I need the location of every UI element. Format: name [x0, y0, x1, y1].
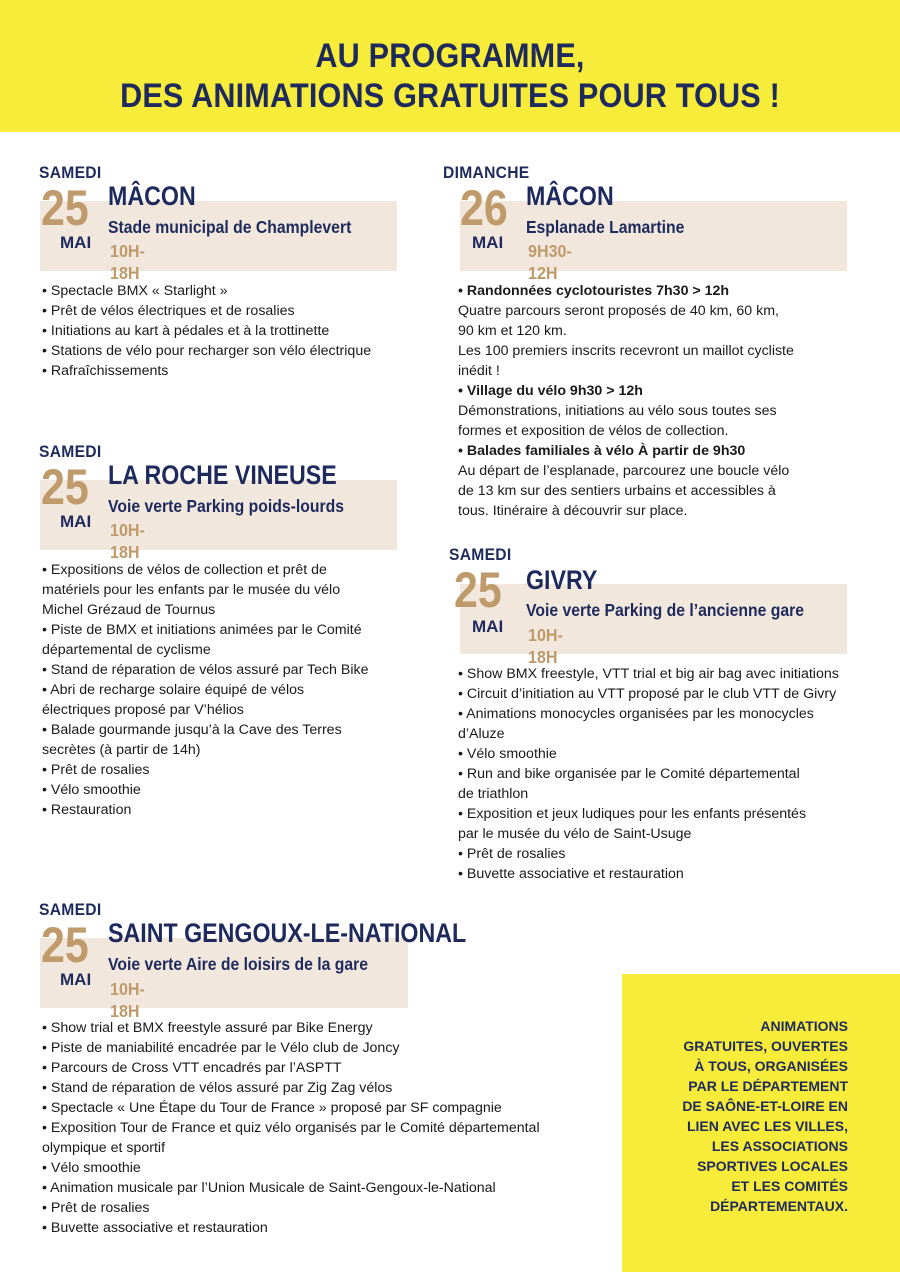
- list-item: matériels pour les enfants par le musée du vélo: [42, 582, 341, 598]
- event-month: MAI: [472, 617, 504, 636]
- event-day: SAMEDI: [39, 442, 102, 461]
- list-item: • Stand de réparation de vélos assuré par Zig Zag vélos: [42, 1080, 393, 1096]
- event-activity-list: [42, 560, 422, 820]
- notice-line: GRATUITES, OUVERTES: [683, 1038, 848, 1054]
- list-item: • Spectacle BMX « Starlight »: [42, 283, 228, 299]
- list-item: inédit !: [458, 363, 500, 379]
- header-title-line2: DES ANIMATIONS GRATUITES POUR TOUS !: [120, 77, 780, 115]
- list-item: olympique et sportif: [42, 1140, 166, 1156]
- event-activity-list: [42, 1018, 617, 1238]
- event-activity-list: [42, 281, 412, 381]
- list-item: par le musée du vélo de Saint-Usuge: [458, 826, 692, 842]
- list-item: • Buvette associative et restauration: [458, 866, 684, 882]
- list-item: • Randonnées cyclotouristes 7h30 > 12h: [458, 283, 730, 299]
- list-item: • Prêt de vélos électriques et de rosalies: [42, 303, 295, 319]
- event-city: LA ROCHE VINEUSE: [108, 460, 337, 490]
- list-item: tous. Itinéraire à découvrir sur place.: [458, 503, 688, 519]
- list-item: • Stand de réparation de vélos assuré par Tech Bike: [42, 662, 369, 678]
- event-place: Voie verte Parking de l’ancienne gare: [526, 600, 805, 620]
- list-item: Quatre parcours seront proposés de 40 km, 60 km,: [458, 303, 779, 319]
- list-item: • Prêt de rosalies: [458, 846, 566, 862]
- event-city: MÂCON: [108, 181, 196, 211]
- list-item: • Animations monocycles organisées par les monocycles: [458, 706, 814, 722]
- list-item: • Piste de BMX et initiations animées par le Comité: [42, 622, 362, 638]
- list-item: Les 100 premiers inscrits recevront un maillot cycliste: [458, 343, 794, 359]
- notice-line: ET LES COMITÉS: [731, 1178, 848, 1194]
- notice-line: LIEN AVEC LES VILLES,: [686, 1118, 848, 1134]
- event-activity-list: [458, 281, 858, 521]
- list-item: • Animation musicale par l’Union Musicale de Saint-Gengoux-le-National: [42, 1180, 496, 1196]
- list-item: • Initiations au kart à pédales et à la trottinette: [42, 323, 330, 339]
- event-activity-list: [458, 664, 898, 884]
- header-title-line1: AU PROGRAMME,: [315, 37, 585, 75]
- event-city: GIVRY: [526, 565, 598, 595]
- event-day: SAMEDI: [39, 163, 102, 182]
- list-item: • Show trial et BMX freestyle assuré par Bike Energy: [42, 1020, 373, 1036]
- list-item: • Rafraîchissements: [42, 363, 169, 379]
- list-item: • Balades familiales à vélo À partir de 9h30: [458, 443, 746, 459]
- list-item: • Balade gourmande jusqu’à la Cave des Terres: [42, 722, 342, 738]
- list-item: • Prêt de rosalies: [42, 1200, 150, 1216]
- list-item: • Prêt de rosalies: [42, 762, 150, 778]
- list-item: • Parcours de Cross VTT encadrés par l’ASPTT: [42, 1060, 342, 1076]
- notice-line: À TOUS, ORGANISÉES: [694, 1058, 848, 1074]
- list-item: Démonstrations, initiations au vélo sous toutes ses: [458, 403, 777, 419]
- list-item: de triathlon: [458, 786, 529, 802]
- list-item: • Run and bike organisée par le Comité départemental: [458, 766, 800, 782]
- event-hours: 10H-18H: [528, 625, 563, 667]
- event-city: SAINT GENGOUX-LE-NATIONAL: [108, 918, 467, 948]
- notice-line: PAR LE DÉPARTEMENT: [688, 1078, 848, 1094]
- list-item: Au départ de l’esplanade, parcourez une boucle vélo: [458, 463, 790, 479]
- notice-line: LES ASSOCIATIONS: [711, 1138, 848, 1154]
- event-month: MAI: [60, 233, 92, 252]
- notice-line: ANIMATIONS: [760, 1018, 848, 1034]
- event-day: DIMANCHE: [443, 163, 530, 182]
- event-date-number: 25: [41, 917, 89, 973]
- event-date-number: 25: [41, 180, 89, 236]
- event-place: Esplanade Lamartine: [526, 217, 685, 237]
- page-header: [0, 0, 900, 132]
- notice-line: DE SAÔNE-ET-LOIRE EN: [682, 1098, 848, 1114]
- list-item: • Show BMX freestyle, VTT trial et big air bag avec initiations: [458, 666, 839, 682]
- notice-line: SPORTIVES LOCALES: [697, 1158, 848, 1174]
- event-place: Voie verte Aire de loisirs de la gare: [108, 954, 369, 974]
- notice-line: DÉPARTEMENTAUX.: [710, 1198, 848, 1214]
- list-item: • Stations de vélo pour recharger son vélo électrique: [42, 343, 372, 359]
- list-item: de 13 km sur des sentiers urbains et accessibles à: [458, 483, 776, 499]
- event-date-number: 25: [454, 562, 502, 618]
- list-item: formes et exposition de vélos de collection.: [458, 423, 729, 439]
- list-item: • Piste de maniabilité encadrée par le Vélo club de Joncy: [42, 1040, 400, 1056]
- event-month: MAI: [60, 512, 92, 531]
- list-item: d’Aluze: [458, 726, 505, 742]
- event-date-number: 26: [460, 180, 508, 236]
- list-item: • Spectacle « Une Étape du Tour de France » proposé par SF compagnie: [42, 1100, 502, 1116]
- event-day: SAMEDI: [39, 900, 102, 919]
- list-item: électriques proposé par V’hélios: [42, 702, 244, 718]
- list-item: • Vélo smoothie: [42, 1160, 141, 1176]
- list-item: départemental de cyclisme: [42, 642, 211, 658]
- list-item: secrètes (à partir de 14h): [42, 742, 201, 758]
- event-day: SAMEDI: [449, 545, 512, 564]
- list-item: • Circuit d’initiation au VTT proposé par le club VTT de Givry: [458, 686, 837, 702]
- list-item: • Vélo smoothie: [42, 782, 141, 798]
- list-item: • Exposition et jeux ludiques pour les enfants présentés: [458, 806, 807, 822]
- event-month: MAI: [60, 970, 92, 989]
- event-city: MÂCON: [526, 181, 614, 211]
- event-month: MAI: [472, 233, 504, 252]
- list-item: 90 km et 120 km.: [458, 323, 567, 339]
- event-hours: 10H-18H: [110, 520, 145, 562]
- list-item: • Expositions de vélos de collection et prêt de: [42, 562, 327, 578]
- list-item: • Vélo smoothie: [458, 746, 557, 762]
- list-item: • Buvette associative et restauration: [42, 1220, 268, 1236]
- list-item: Michel Grézaud de Tournus: [42, 602, 216, 618]
- notice-text: [682, 1016, 848, 1216]
- list-item: • Village du vélo 9h30 > 12h: [458, 383, 643, 399]
- list-item: • Restauration: [42, 802, 132, 818]
- event-hours: 10H-18H: [110, 241, 145, 283]
- event-place: Stade municipal de Champlevert: [108, 217, 352, 237]
- event-hours: 10H-18H: [110, 979, 145, 1021]
- event-place: Voie verte Parking poids-lourds: [108, 496, 345, 516]
- list-item: • Exposition Tour de France et quiz vélo organisés par le Comité départemental: [42, 1120, 540, 1136]
- event-hours: 9H30-12H: [528, 241, 572, 283]
- list-item: • Abri de recharge solaire équipé de vélos: [42, 682, 305, 698]
- event-date-number: 25: [41, 459, 89, 515]
- info-notice-box: [622, 974, 900, 1272]
